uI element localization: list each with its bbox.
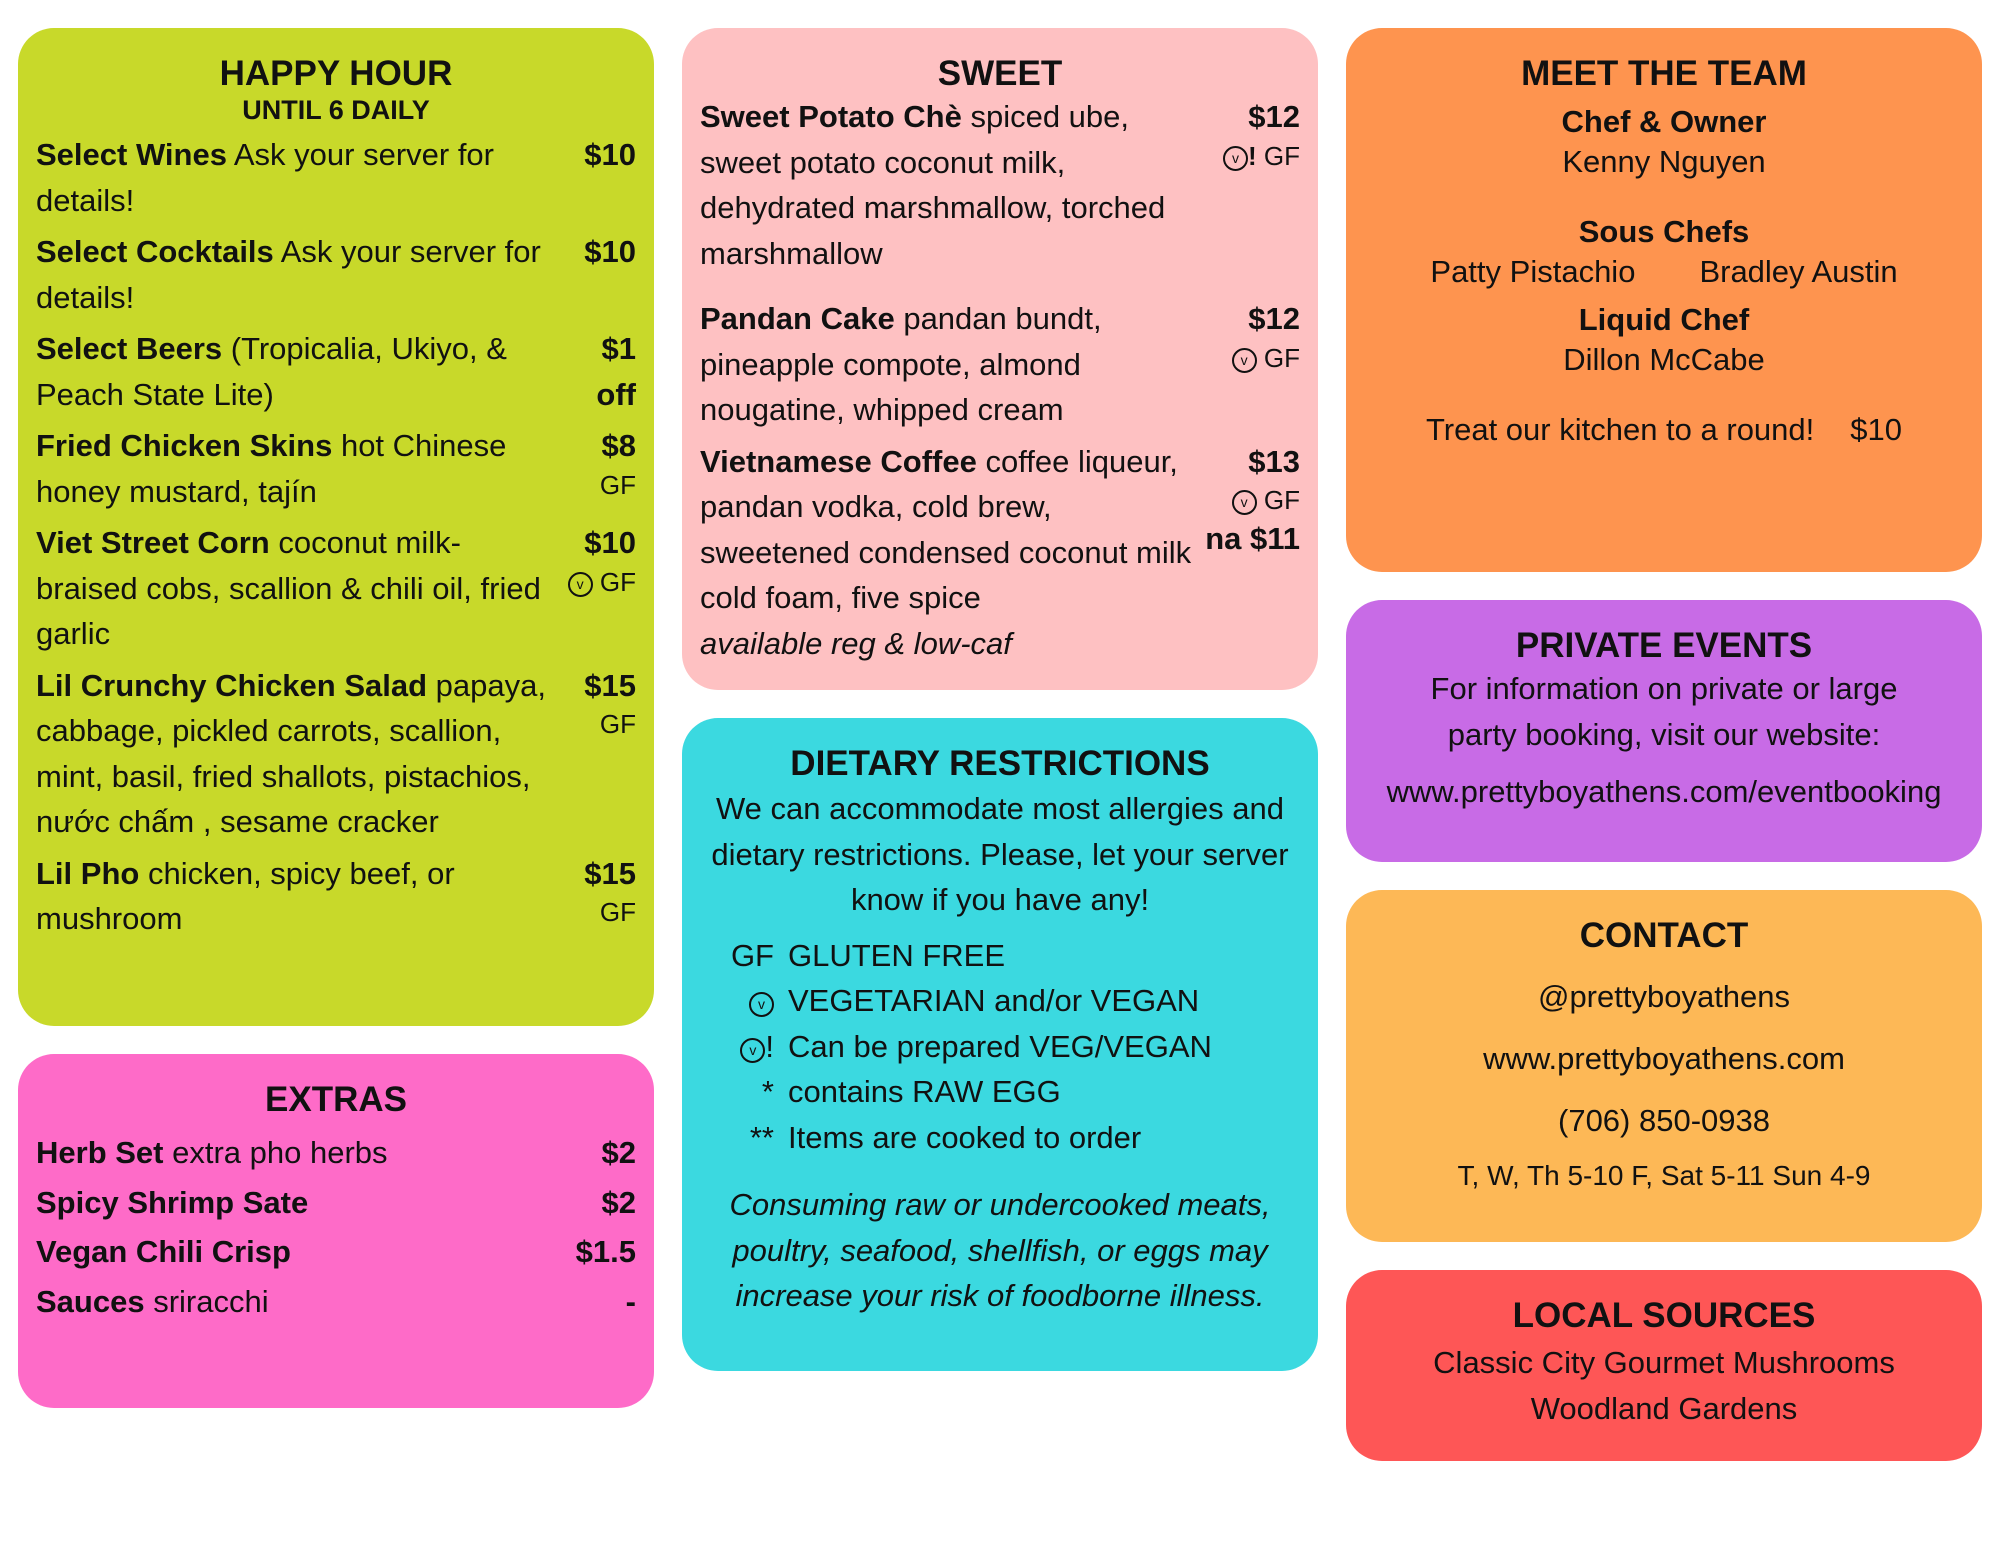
item-desc: coffee liqueur, pandan vodka, cold brew, sweetened condensed coconut milk cold foam, five spice — [700, 443, 1192, 615]
vegetarian-circle-icon: v — [1232, 348, 1257, 373]
item-desc: Ask your server for details! — [36, 234, 541, 315]
legend-row-can-be-vegan: v ! Can be prepared VEG/VEGAN — [702, 1024, 1300, 1070]
item-desc: extra pho herbs — [172, 1135, 388, 1170]
legend-row-vegetarian — [702, 978, 1300, 1024]
gf-tag: GF — [1263, 485, 1300, 515]
team-title: MEET THE TEAM — [1521, 54, 1807, 93]
item-name: Select Wines — [36, 137, 227, 172]
menu-item-lil-crunchy-chicken-salad — [36, 663, 636, 845]
item-name: Fried Chicken Skins — [36, 428, 333, 463]
happy-hour-section — [18, 28, 654, 1026]
item-price: $2 — [601, 1184, 636, 1220]
legend-symbol: * — [761, 1074, 774, 1109]
gf-tag: GF — [599, 469, 636, 500]
sous-chefs-role: Sous Chefs — [1578, 214, 1750, 249]
extras-section — [18, 1054, 654, 1408]
item-name: Viet Street Corn — [36, 525, 270, 560]
legend-row-gf — [702, 933, 1300, 979]
phone-number[interactable]: (706) 850-0938 — [1558, 1103, 1770, 1138]
menu-item-select-beers — [36, 326, 636, 417]
sous-chef-name: Patty Pistachio — [1430, 254, 1636, 289]
item-name: Vegan Chili Crisp — [36, 1234, 291, 1269]
private-events-section — [1346, 600, 1982, 862]
dietary-legend — [702, 933, 1300, 1161]
team-section — [1346, 28, 1982, 572]
happy-hour-subtitle: UNTIL 6 DAILY — [242, 95, 430, 125]
legend-label: contains RAW EGG — [788, 1074, 1061, 1109]
menu-item-select-cocktails — [36, 229, 636, 320]
dietary-section — [682, 718, 1318, 1371]
hours: T, W, Th 5-10 F, Sat 5-11 Sun 4-9 — [1457, 1160, 1871, 1191]
chef-role: Chef & Owner — [1561, 104, 1767, 139]
menu-item-vegan-chili-crisp — [36, 1229, 636, 1275]
item-price: - — [625, 1283, 636, 1319]
private-events-text: For information on private or large party booking, visit our website: — [1430, 671, 1898, 752]
item-name: Vietnamese Coffee — [700, 443, 977, 479]
item-price-suffix: off — [596, 376, 636, 412]
sous-chefs-names — [1364, 252, 1964, 292]
legend-label: VEGETARIAN and/or VEGAN — [788, 983, 1200, 1018]
item-price: $10 — [584, 234, 636, 269]
item-name: Pandan Cake — [700, 301, 895, 336]
legend-label: GLUTEN FREE — [788, 937, 1006, 973]
item-price: $15 — [584, 667, 636, 703]
treat-price: $10 — [1850, 412, 1903, 447]
item-name: Select Beers — [36, 331, 223, 366]
vegetarian-circle-icon: v — [749, 992, 774, 1017]
item-desc: chicken, spicy beef, or mushroom — [36, 855, 455, 936]
foodborne-warning: Consuming raw or undercooked meats, poultry, seafood, shellfish, or eggs may increase your risk of foodborne illness. — [729, 1187, 1271, 1313]
gf-tag: GF — [599, 897, 636, 927]
event-booking-link[interactable]: www.prettyboyathens.com/eventbooking — [1386, 774, 1942, 809]
legend-row-raw-egg — [702, 1069, 1300, 1115]
dietary-title: DIETARY RESTRICTIONS — [790, 744, 1210, 783]
item-name: Select Cocktails — [36, 234, 274, 269]
gf-tag: GF — [599, 709, 636, 739]
menu-item-viet-street-corn — [36, 520, 636, 657]
social-handle[interactable]: @prettyboyathens — [1537, 979, 1791, 1014]
sweet-title: SWEET — [937, 54, 1063, 93]
menu-item-sauces — [36, 1279, 636, 1325]
menu-item-lil-pho — [36, 851, 636, 942]
legend-symbol: ** — [749, 1119, 774, 1155]
contact-title: CONTACT — [1579, 916, 1749, 955]
item-desc: papaya, cabbage, pickled carrots, scallion, mint, basil, fried shallots, pistachios, nước chấm , sesame cracker — [36, 667, 546, 839]
menu-item-herb-set — [36, 1130, 636, 1176]
private-events-title: PRIVATE EVENTS — [1515, 626, 1813, 665]
legend-label: Items are cooked to order — [788, 1119, 1142, 1155]
gf-tag: GF — [1263, 342, 1300, 373]
gf-tag: GF — [599, 566, 636, 597]
item-note: available reg & low-caf — [700, 625, 1012, 661]
item-name: Spicy Shrimp Sate — [36, 1184, 309, 1220]
treat-text: Treat our kitchen to a round! — [1425, 412, 1815, 447]
item-price: $10 — [584, 525, 636, 560]
dietary-intro: We can accommodate most allergies and dietary restrictions. Please, let your server know if you have any! — [711, 791, 1289, 917]
item-desc: pandan bundt, pineapple compote, almond nougatine, whipped cream — [700, 301, 1102, 427]
can-be-vegan-icon: v — [1223, 146, 1248, 171]
item-desc: hot Chinese honey mustard, tajín — [36, 428, 507, 509]
item-name: Sauces — [36, 1283, 145, 1319]
item-desc: spiced ube, sweet potato coconut milk, dehydrated marshmallow, torched marshmallow — [700, 99, 1166, 271]
item-price: $12 — [1248, 99, 1300, 134]
item-desc: coconut milk-braised cobs, scallion & chili oil, fried garlic — [36, 525, 541, 651]
liquid-chef-role: Liquid Chef — [1578, 302, 1750, 337]
legend-row-cooked-to-order — [702, 1115, 1300, 1161]
local-sources-section — [1346, 1270, 1982, 1461]
item-price: $8 — [601, 428, 636, 463]
extras-title: EXTRAS — [265, 1080, 407, 1119]
legend-label: Can be prepared VEG/VEGAN — [788, 1028, 1212, 1064]
vegetarian-circle-icon: v — [568, 572, 593, 597]
can-be-vegan-icon: v — [740, 1038, 765, 1063]
legend-symbol: GF — [730, 937, 774, 973]
website-link[interactable]: www.prettyboyathens.com — [1483, 1041, 1845, 1076]
menu-item-vietnamese-coffee — [700, 439, 1300, 667]
menu-item-spicy-shrimp-sate — [36, 1180, 636, 1226]
happy-hour-title: HAPPY HOUR — [219, 54, 453, 93]
menu-item-select-wines — [36, 132, 636, 223]
item-price: $10 — [584, 137, 636, 172]
item-desc: (Tropicalia, Ukiyo, & Peach State Lite) — [36, 331, 507, 412]
treat-kitchen — [1364, 410, 1964, 450]
item-desc: Ask your server for details! — [36, 137, 494, 218]
local-sources-title: LOCAL SOURCES — [1512, 1296, 1816, 1335]
sweet-section — [682, 28, 1318, 690]
item-price-na: na $11 — [1205, 521, 1300, 556]
source-item: Woodland Gardens — [1530, 1390, 1798, 1426]
item-name: Sweet Potato Chè — [700, 99, 962, 134]
menu-item-fried-chicken-skins — [36, 423, 636, 514]
source-item: Classic City Gourmet Mushrooms — [1433, 1345, 1895, 1380]
menu-item-pandan-cake — [700, 296, 1300, 433]
item-price: $12 — [1248, 301, 1300, 336]
item-price: $1 — [601, 331, 636, 366]
item-desc: sriracchi — [153, 1283, 269, 1319]
item-price: $13 — [1248, 443, 1300, 479]
item-price: $1.5 — [575, 1234, 636, 1269]
item-name: Lil Crunchy Chicken Salad — [36, 667, 428, 703]
gf-tag: GF — [1263, 140, 1300, 171]
sous-chef-name: Bradley Austin — [1699, 254, 1898, 289]
item-price: $2 — [601, 1135, 636, 1170]
chef-name: Kenny Nguyen — [1562, 144, 1766, 179]
item-price: $15 — [584, 855, 636, 891]
item-name: Herb Set — [36, 1135, 164, 1170]
contact-section — [1346, 890, 1982, 1242]
liquid-chef-name: Dillon McCabe — [1563, 342, 1765, 377]
menu-item-sweet-potato-che: Sweet Potato Chè spiced ube, sweet potato coconut milk, dehydrated marshmallow, torched marshmallow $12 v ! GF — [700, 94, 1300, 276]
vegetarian-circle-icon: v — [1232, 490, 1257, 515]
item-name: Lil Pho — [36, 855, 140, 891]
